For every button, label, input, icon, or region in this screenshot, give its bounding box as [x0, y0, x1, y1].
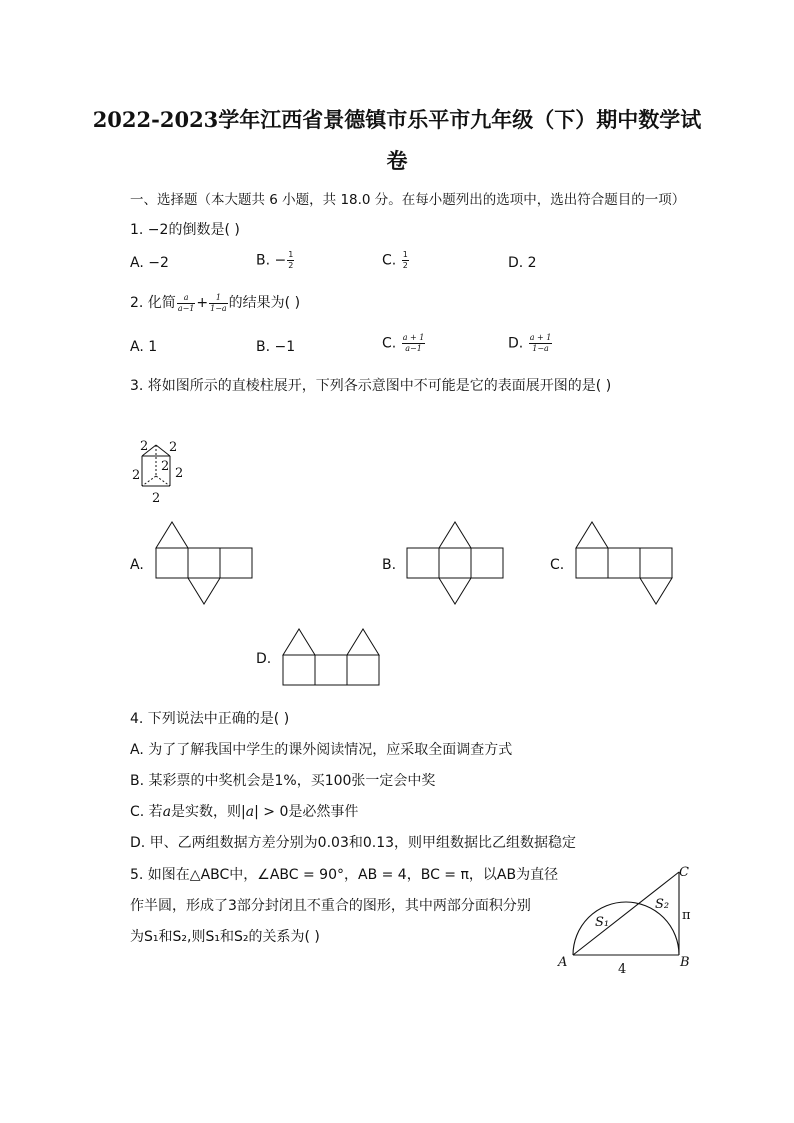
q5-stem-line1: 5. 如图在△ABC中，∠ABC = 90°，AB = 4，BC = π，以AB为直径 — [130, 867, 559, 883]
fraction-numerator: 1 — [209, 293, 228, 304]
q4-option-c — [130, 801, 358, 821]
prism-label: 2 — [152, 491, 161, 506]
net-square — [439, 548, 471, 578]
q1-option-c-prefix: C. — [382, 252, 401, 269]
q4-option-c-post: | > 0是必然事件 — [254, 804, 359, 820]
q1-option-a: A. −2 — [130, 255, 169, 271]
q1-option-b — [256, 250, 295, 271]
q2-option-b: B. −1 — [256, 339, 296, 355]
fraction-numerator: 1 — [402, 250, 408, 259]
q5-stem-line2: 作半圆，形成了3部分封闭且不重合的图形，其中两部分面积分别 — [130, 898, 531, 914]
q1-option-b-fraction — [287, 250, 294, 271]
q2-option-d-fraction — [529, 333, 553, 354]
q1-option-d: D. 2 — [508, 255, 537, 271]
q2-fraction-1 — [177, 293, 196, 314]
area-S1-label: S₁ — [595, 915, 610, 930]
net-triangle — [576, 522, 608, 548]
fraction-numerator: a — [177, 293, 196, 304]
prism-label: 2 — [175, 466, 184, 481]
fraction-numerator: a + 1 — [529, 333, 552, 342]
q1-option-b-prefix: B. − — [256, 252, 287, 269]
fraction-denominator: 1−a — [210, 303, 227, 313]
prism-edge — [156, 445, 170, 456]
net-square — [576, 548, 608, 578]
q2-stem — [130, 292, 300, 314]
fraction-denominator: 2 — [288, 261, 294, 270]
q2-fraction-2 — [209, 293, 228, 314]
prism-label: 2 — [169, 440, 178, 455]
q1-option-c-fraction — [402, 250, 409, 271]
fraction-denominator: a−1 — [405, 344, 422, 353]
q2-option-d — [508, 333, 553, 354]
q2-option-c — [382, 333, 426, 354]
vertex-C-label: C — [679, 865, 689, 880]
q4-option-d: D. 甲、乙两组数据方差分别为0.03和0.13，则甲组数据比乙组数据稳定 — [130, 835, 577, 851]
prism-label: 2 — [161, 459, 170, 474]
net-triangle — [347, 629, 379, 655]
segment-AC — [573, 872, 679, 955]
net-triangle — [439, 578, 471, 604]
q2-option-a: A. 1 — [130, 339, 158, 355]
q5-stem-line3: 为S₁和S₂,则S₁和S₂的关系为( ) — [130, 929, 320, 945]
net-square — [156, 548, 188, 578]
net-square — [283, 655, 315, 685]
q3-stem: 3. 将如图所示的直棱柱展开，下列各示意图中不可能是它的表面展开图的是( ) — [130, 378, 612, 394]
plus-sign: + — [196, 295, 209, 311]
variable-a: a — [245, 804, 255, 820]
net-square — [347, 655, 379, 685]
fraction-numerator: 1 — [288, 250, 294, 259]
exam-title-line1: 2022-2023学年江西省景德镇市乐平市九年级（下）期中数学试 — [92, 107, 702, 132]
q3-option-c-label: C. — [550, 557, 565, 573]
section-heading: 一、选择题（本大题共 6 小题，共 18.0 分。在每小题列出的选项中，选出符合题目的一项） — [130, 192, 686, 208]
q2-stem-suffix: 的结果为( ) — [228, 295, 301, 311]
prism-label: 2 — [140, 439, 149, 454]
net-option-a — [155, 520, 255, 608]
q4-option-c-pre: C. 若 — [130, 804, 163, 820]
q2-option-c-prefix: C. — [382, 335, 401, 352]
exam-title-line2: 卷 — [386, 148, 408, 173]
net-square — [315, 655, 347, 685]
net-option-c — [575, 520, 675, 608]
fraction-denominator: 2 — [402, 261, 408, 270]
net-square — [188, 548, 220, 578]
prism-label: 2 — [132, 468, 141, 483]
area-S2-label: S₂ — [655, 897, 670, 912]
q4-option-c-mid: 是实数，则| — [171, 804, 246, 820]
net-triangle — [439, 522, 471, 548]
triangle-semicircle-figure — [555, 862, 695, 982]
q3-option-a-label: A. — [130, 557, 144, 573]
q1-stem: 1. −2的倒数是( ) — [130, 222, 240, 238]
net-triangle — [640, 578, 672, 604]
net-triangle — [188, 578, 220, 604]
q2-option-d-prefix: D. — [508, 335, 528, 352]
vertex-A-label: A — [558, 955, 568, 970]
net-option-d — [282, 627, 382, 689]
net-triangle — [156, 522, 188, 548]
q4-option-b: B. 某彩票的中奖机会是1%，买100张一定会中奖 — [130, 773, 436, 789]
length-4-label: 4 — [618, 962, 627, 977]
fraction-denominator: a−1 — [177, 303, 195, 313]
length-pi-label: π — [682, 908, 691, 923]
q4-option-a: A. 为了了解我国中学生的课外阅读情况，应采取全面调查方式 — [130, 742, 513, 758]
net-square — [471, 548, 503, 578]
net-triangle — [283, 629, 315, 655]
q3-option-b-label: B. — [382, 557, 397, 573]
prism-figure — [130, 436, 190, 504]
net-square — [640, 548, 672, 578]
q4-stem: 4. 下列说法中正确的是( ) — [130, 711, 290, 727]
variable-a: a — [162, 804, 172, 820]
net-option-b — [406, 520, 506, 608]
q2-option-c-fraction — [402, 333, 426, 354]
fraction-numerator: a + 1 — [402, 333, 425, 342]
prism-hidden-edge — [156, 476, 170, 486]
net-square — [608, 548, 640, 578]
vertex-B-label: B — [680, 955, 690, 970]
net-square — [220, 548, 252, 578]
q2-stem-prefix: 2. 化简 — [130, 295, 176, 311]
q3-option-d-label: D. — [256, 651, 272, 667]
fraction-denominator: 1−a — [532, 344, 549, 353]
net-square — [407, 548, 439, 578]
q1-option-c — [382, 250, 410, 271]
prism-hidden-edge — [142, 476, 156, 486]
